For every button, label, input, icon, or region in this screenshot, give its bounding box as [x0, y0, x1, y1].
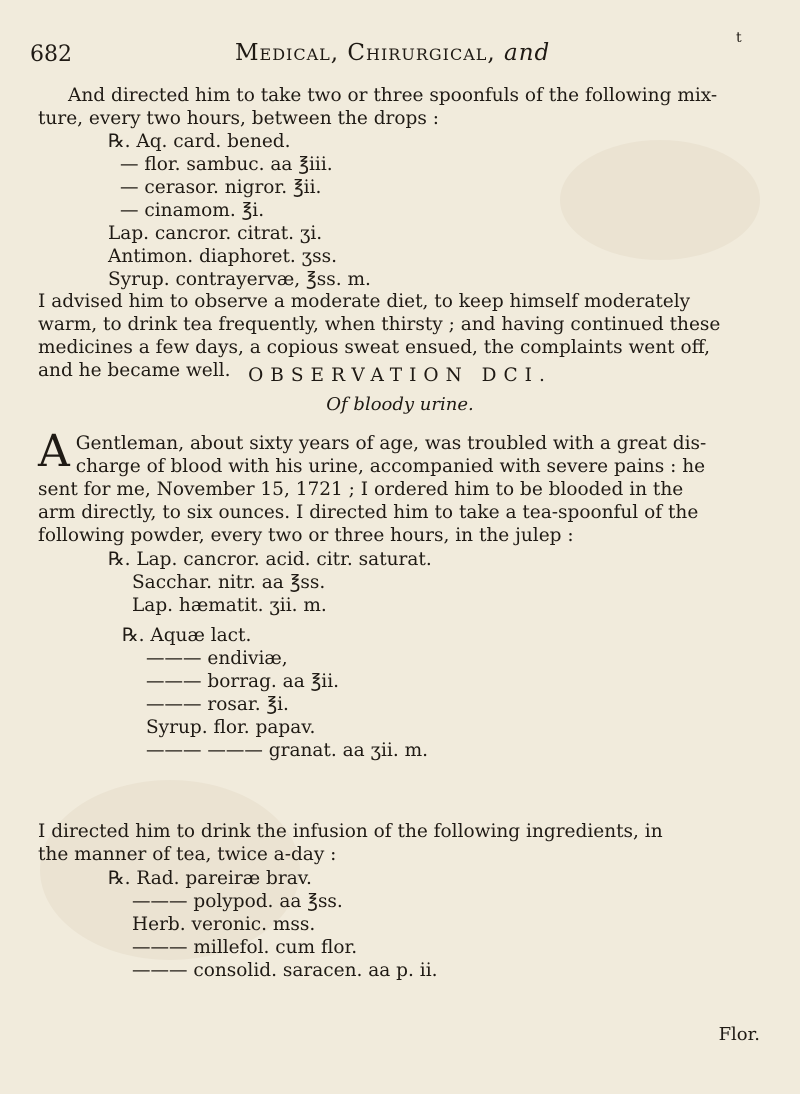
prescription-line: ——— millefol. cum flor. [132, 937, 358, 958]
running-head [235, 40, 550, 66]
text-line: I advised him to observe a moderate diet, to keep himself moderately [38, 291, 691, 312]
text-line: And directed him to take two or three spoonfuls of the following mix- [68, 85, 718, 106]
prescription-line: ——— borrag. aa ℥ii. [146, 671, 340, 692]
prescription-line: Syrup. contrayervæ, ℥ss. m. [108, 269, 371, 290]
text-line: medicines a few days, a copious sweat ensued, the complaints went off, [38, 337, 710, 358]
text-line: charge of blood with his urine, accompanied with severe pains : he [75, 456, 706, 477]
corner-mark: t [736, 30, 742, 46]
prescription-line: ——— rosar. ℥i. [146, 694, 289, 715]
text-line: and he became well. [38, 360, 231, 381]
prescription-line: ——— consolid. saracen. aa p. ii. [132, 960, 438, 981]
prescription-line: Lap. hæmatit. ʒii. m. [132, 595, 327, 616]
text-line: I directed him to drink the infusion of the following ingredients, in [38, 821, 663, 842]
paragraph [38, 820, 663, 866]
prescription-line: ℞. Lap. cancror. acid. citr. saturat. [108, 549, 432, 570]
prescription-4 [108, 867, 438, 982]
prescription-1 [108, 130, 371, 291]
prescription-line: Sacchar. nitr. aa ℥ss. [132, 572, 326, 593]
prescription-line: ——— ——— granat. aa ʒii. m. [146, 740, 429, 761]
prescription-line: ℞. Aquæ lact. [122, 625, 252, 646]
text-line: warm, to drink tea frequently, when thirsty ; and having continued these [38, 314, 721, 335]
text-line: ture, every two hours, between the drops : [38, 108, 439, 129]
text-line: arm directly, to six ounces. I directed him to take a tea-spoonful of the [38, 502, 699, 523]
text-line: following powder, every two or three hours, in the julep : [38, 525, 574, 546]
prescription-3 [122, 624, 428, 762]
text-line: sent for me, November 15, 1721 ; I ordered him to be blooded in the [38, 479, 684, 500]
paper-stain [560, 140, 760, 260]
page-header [30, 30, 770, 76]
prescription-line: — flor. sambuc. aa ℥iii. [120, 154, 333, 175]
intro-paragraph [38, 84, 717, 130]
observation-paragraph [38, 426, 758, 547]
prescription-line: ——— endiviæ, [146, 648, 288, 669]
prescription-line: Antimon. diaphoret. ʒss. [108, 246, 337, 267]
prescription-line: Lap. cancror. citrat. ʒi. [108, 223, 323, 244]
running-head-and: and [504, 40, 551, 66]
prescription-line: Syrup. flor. papav. [146, 717, 316, 738]
text-line: Gentleman, about sixty years of age, was troubled with a great dis- [75, 433, 707, 454]
catchword: Flor. [718, 1024, 760, 1045]
prescription-line: Herb. veronic. mss. [132, 914, 316, 935]
observation-heading: OBSERVATION DCI. [248, 365, 552, 386]
prescription-line: ℞. Aq. card. bened. [108, 131, 291, 152]
prescription-line: ——— polypod. aa ℥ss. [132, 891, 343, 912]
observation-subheading: Of bloody urine. [326, 394, 474, 415]
prescription-line: ℞. Rad. pareiræ brav. [108, 868, 312, 889]
drop-cap: A [38, 426, 70, 477]
prescription-line: — cinamom. ℥i. [120, 200, 265, 221]
prescription-2 [108, 548, 432, 617]
prescription-line: — cerasor. nigror. ℥ii. [120, 177, 322, 198]
text-line: the manner of tea, twice a-day : [38, 844, 337, 865]
page-number: 682 [30, 42, 72, 67]
running-head-title: Medical, Chirurgical, [235, 40, 496, 66]
